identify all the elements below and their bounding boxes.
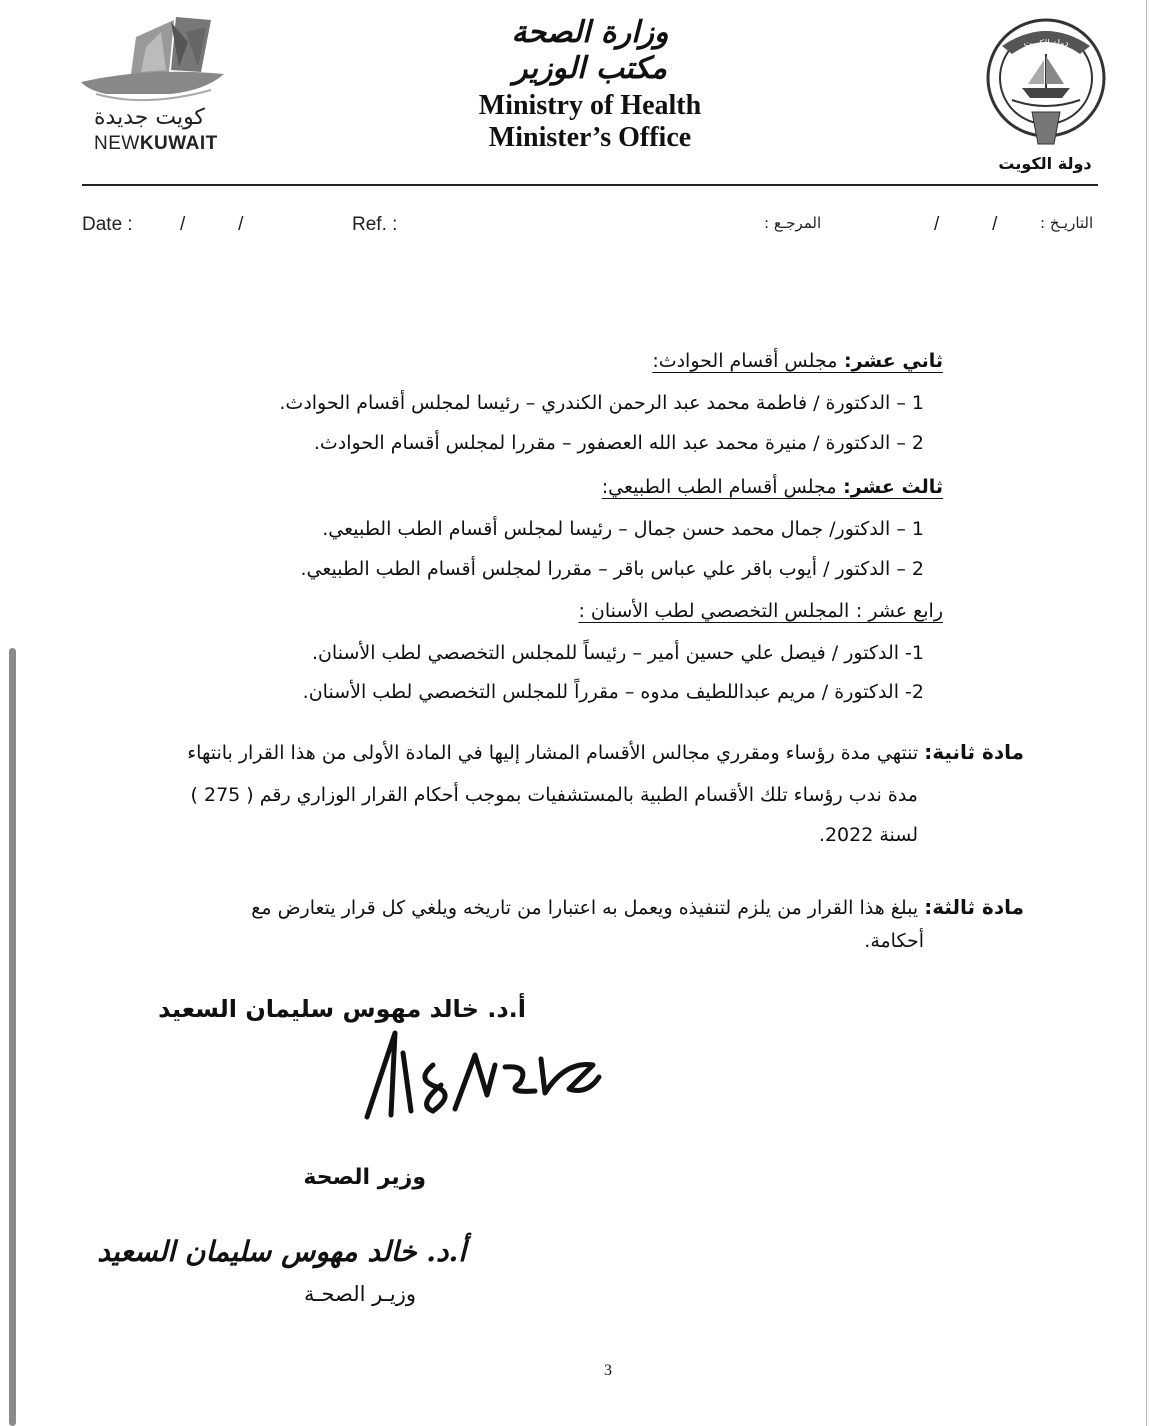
section-heading-label: رابع عشر : bbox=[855, 600, 943, 622]
article-third-line1 bbox=[251, 895, 1024, 919]
ref-label: Ref. : bbox=[352, 214, 398, 235]
date-separators-arabic: / / bbox=[934, 214, 998, 235]
section-heading-label: ثاني عشر: bbox=[844, 350, 943, 372]
english-office-name: Minister’s Office bbox=[488, 122, 692, 153]
state-name-caption: دولة الكويت bbox=[998, 154, 1092, 173]
signatory-name: أ.د. خالد مهوس سليمان السعيد bbox=[158, 995, 526, 1023]
letterhead-title bbox=[450, 14, 730, 154]
article-second-text: تنتهي مدة رؤساء ومقرري مجالس الأقسام المشار إليها في المادة الأولى من هذا القرار بانتهاء bbox=[187, 742, 919, 764]
article-second-line3: لسنة 2022. bbox=[818, 824, 918, 846]
article-third-line2: أحكامة. bbox=[864, 930, 924, 952]
section-item: 2 – الدكتور / أيوب باقر علي عباس باقر – مقررا لمجلس أقسام الطب الطبيعي. bbox=[300, 558, 924, 580]
article-third-text: يبلغ هذا القرار من يلزم لتنفيذه ويعمل به اعتبارا من تاريخه ويلغي كل قرار يتعارض مع bbox=[251, 897, 919, 919]
new-kuwait-prefix: NEW bbox=[94, 133, 140, 154]
article-second-line1 bbox=[187, 740, 1024, 764]
section-heading-value: مجلس أقسام الحوادث: bbox=[652, 350, 838, 372]
new-kuwait-arabic-text: كويت جديدة bbox=[94, 105, 205, 130]
english-ministry-name: Ministry of Health bbox=[478, 90, 702, 121]
date-label: Date : bbox=[82, 214, 133, 235]
handwritten-signature-icon bbox=[355, 1025, 615, 1125]
stamp-name: أ.د. خالد مهوس سليمان السعيد bbox=[97, 1235, 466, 1268]
date-separators: / / bbox=[180, 214, 244, 235]
section-item: 2 – الدكتورة / منيرة محمد عبد الله العصفور – مقررا لمجلس أقسام الحوادث. bbox=[313, 432, 924, 454]
article-second-label: مادة ثانية: bbox=[924, 740, 1024, 764]
new-kuwait-suffix: KUWAIT bbox=[139, 133, 218, 154]
section-item: 1 – الدكتورة / فاطمة محمد عبد الرحمن الكندري – رئيسا لمجلس أقسام الحوادث. bbox=[279, 392, 924, 414]
section-heading-label: ثالث عشر: bbox=[843, 476, 943, 498]
page-number: 3 bbox=[604, 1362, 612, 1379]
section-heading bbox=[578, 600, 943, 622]
header-divider bbox=[82, 184, 1098, 186]
emblem-banner-text: دولة الكويت bbox=[1023, 39, 1069, 49]
section-item: 1 – الدكتور/ جمال محمد حسن جمال – رئيسا لمجلس أقسام الطب الطبيعي. bbox=[322, 518, 924, 540]
new-kuwait-latin-text bbox=[94, 133, 218, 155]
section-heading-value: مجلس أقسام الطب الطبيعي: bbox=[601, 476, 837, 498]
section-heading-value: المجلس التخصصي لطب الأسنان : bbox=[578, 600, 850, 622]
section-item: 1- الدكتور / فيصل علي حسين أمير – رئيساً للمجلس التخصصي لطب الأسنان. bbox=[311, 642, 924, 664]
ref-label-arabic: المرجـع : bbox=[764, 214, 822, 232]
kuwait-emblem-icon bbox=[982, 16, 1110, 154]
article-third-label: مادة ثالثة: bbox=[924, 895, 1024, 919]
arabic-ministry-name: وزارة الصحة bbox=[511, 15, 669, 50]
section-heading bbox=[602, 476, 943, 498]
signatory-title: وزير الصحة bbox=[303, 1165, 426, 1190]
arabic-office-name: مكتب الوزير bbox=[513, 51, 667, 86]
date-label-arabic: التاريـخ : bbox=[1040, 214, 1094, 232]
section-heading bbox=[652, 350, 943, 372]
article-second-line2: مدة ندب رؤساء تلك الأقسام الطبية بالمستشفيات بموجب أحكام القرار الوزاري رقم ( 275 ) bbox=[190, 784, 918, 806]
stamp-title: وزيـر الصحـة bbox=[304, 1282, 416, 1306]
vertical-scrollbar[interactable] bbox=[9, 648, 16, 1426]
section-item: 2- الدكتورة / مريم عبداللطيف مدوه – مقرراً للمجلس التخصصي لطب الأسنان. bbox=[302, 681, 924, 703]
